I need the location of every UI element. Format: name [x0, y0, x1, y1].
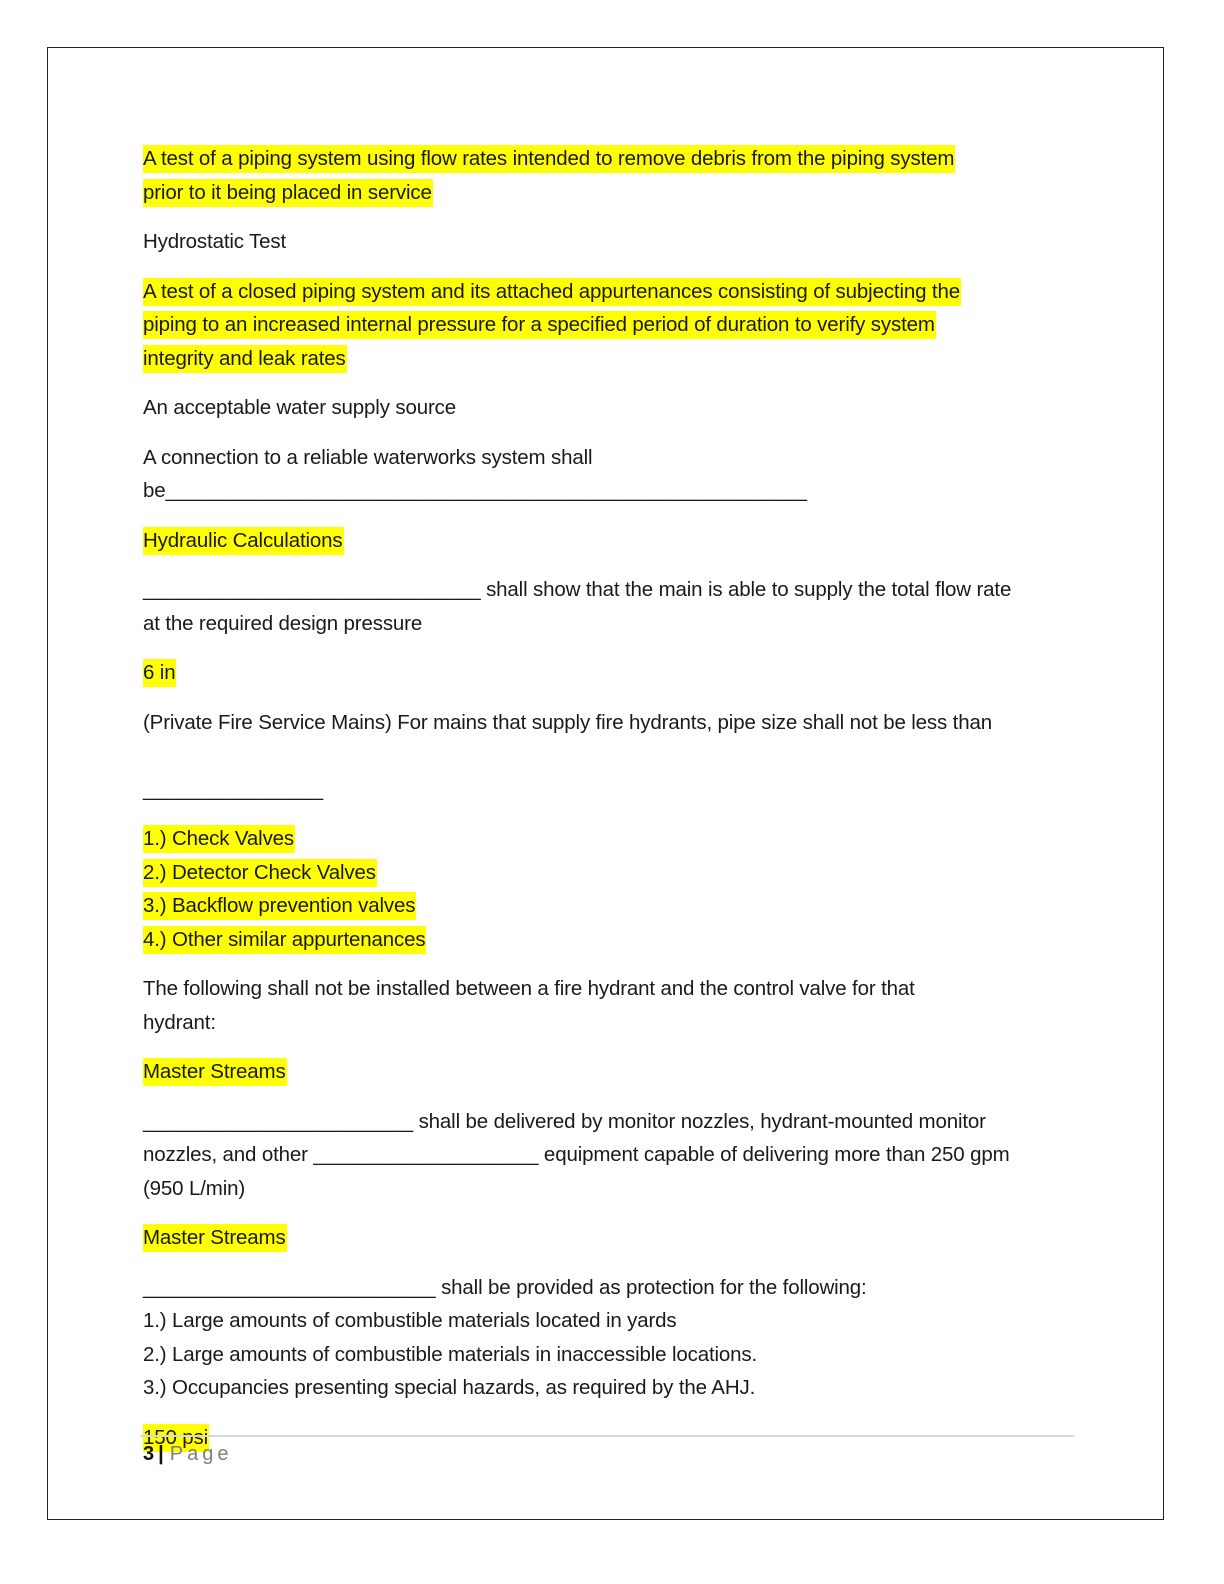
question-text-block	[143, 225, 1073, 259]
text-line-content: 6 in	[143, 659, 176, 687]
text-line	[143, 1055, 1073, 1089]
text-line-content: (950 L/min)	[143, 1176, 246, 1200]
paragraph-spacer	[143, 209, 1073, 225]
paragraph-spacer	[143, 1255, 1073, 1271]
text-line	[143, 1338, 1073, 1372]
paragraph-spacer	[143, 806, 1073, 822]
text-line	[143, 524, 1073, 558]
text-line	[143, 706, 1073, 740]
text-line	[143, 607, 1073, 641]
text-line-content: ______________________________ shall show that the main is able to supply the total flow rate	[143, 578, 1012, 601]
text-line-content: 150 psi	[143, 1424, 209, 1452]
question-text-block	[143, 391, 1073, 425]
paragraph-spacer	[143, 375, 1073, 391]
text-line	[143, 1271, 1073, 1305]
text-line	[143, 1304, 1073, 1338]
text-line	[143, 1105, 1073, 1139]
highlighted-answer-block	[143, 656, 1073, 690]
question-text-block	[143, 573, 1073, 640]
text-line-content: A test of a piping system using flow rates intended to remove debris from the piping system	[143, 145, 955, 173]
text-line	[143, 1006, 1073, 1040]
text-line-content: 3.) Occupancies presenting special hazards, as required by the AHJ.	[143, 1376, 756, 1399]
paragraph-spacer	[143, 508, 1073, 524]
text-line-content: A connection to a reliable waterworks system shall	[143, 445, 593, 469]
footer-divider	[140, 1435, 1074, 1437]
text-line-content: 1.) Large amounts of combustible materials located in yards	[143, 1309, 677, 1332]
text-line	[143, 308, 1073, 342]
text-line	[143, 1221, 1073, 1255]
highlighted-answer-block	[143, 1055, 1073, 1089]
paragraph-spacer	[143, 1405, 1073, 1421]
text-line-content: piping to an increased internal pressure for a specified period of duration to verify system	[143, 311, 936, 339]
paragraph-spacer	[143, 690, 1073, 706]
text-line-content: 1.) Check Valves	[143, 825, 295, 853]
highlighted-answer-block	[143, 275, 1073, 376]
page-number: 3	[143, 1443, 155, 1465]
text-line-content: be_________________________________________________________	[143, 479, 807, 502]
question-text-block	[143, 1271, 1073, 1405]
highlighted-answer-block	[143, 1421, 1073, 1455]
text-line-content: 3.) Backflow prevention valves	[143, 892, 416, 920]
page-footer	[143, 1440, 232, 1468]
text-line-content: A test of a closed piping system and its attached appurtenances consisting of subjecting the	[143, 278, 961, 306]
text-line-content: Hydraulic Calculations	[143, 527, 344, 555]
text-line-content: 4.) Other similar appurtenances	[143, 926, 426, 954]
text-line-content: An acceptable water supply source	[143, 396, 456, 419]
text-line	[143, 773, 1073, 807]
text-line	[143, 441, 1073, 475]
document-body	[143, 142, 1073, 1454]
text-line	[143, 923, 1073, 957]
paragraph-spacer	[143, 1205, 1073, 1221]
paragraph-spacer	[143, 640, 1073, 656]
paragraph-spacer	[143, 425, 1073, 441]
text-line-content: Master Streams	[143, 1058, 287, 1086]
text-line	[143, 739, 1073, 773]
question-text-block	[143, 706, 1073, 807]
text-line	[143, 1138, 1073, 1172]
paragraph-spacer	[143, 1039, 1073, 1055]
text-line	[143, 1172, 1073, 1206]
text-line-content: (Private Fire Service Mains) For mains that supply fire hydrants, pipe size shall not be less than	[143, 710, 992, 734]
text-line	[143, 889, 1073, 923]
question-text-block	[143, 972, 1073, 1039]
text-line-content: hydrant:	[143, 1010, 216, 1034]
text-line	[143, 856, 1073, 890]
text-line	[143, 225, 1073, 259]
text-line	[143, 573, 1073, 607]
text-line-content: The following shall not be installed between a fire hydrant and the control valve for that	[143, 977, 915, 1000]
text-line-content: at the required design pressure	[143, 611, 423, 635]
text-line	[143, 822, 1073, 856]
text-line-content: ________________________ shall be delivered by monitor nozzles, hydrant-mounted monitor	[143, 1109, 986, 1133]
text-line-content: nozzles, and other ____________________ equipment capable of delivering more than 250 gpm	[143, 1143, 1010, 1166]
text-line-content: prior to it being placed in service	[143, 179, 433, 207]
text-line-content: 2.) Detector Check Valves	[143, 859, 377, 887]
highlighted-answer-block	[143, 524, 1073, 558]
text-line	[143, 342, 1073, 376]
text-line	[143, 474, 1073, 508]
footer-separator: |	[158, 1443, 164, 1465]
text-line-content: Master Streams	[143, 1224, 287, 1252]
text-line	[143, 176, 1073, 210]
text-line	[143, 391, 1073, 425]
paragraph-spacer	[143, 557, 1073, 573]
question-text-block	[143, 441, 1073, 508]
question-text-block	[143, 1105, 1073, 1206]
text-line	[143, 1371, 1073, 1405]
text-line-content: integrity and leak rates	[143, 345, 347, 373]
highlighted-answer-block	[143, 1221, 1073, 1255]
text-line	[143, 275, 1073, 309]
text-line-content: Hydrostatic Test	[143, 230, 287, 253]
highlighted-answer-block	[143, 822, 1073, 956]
page-label: Page	[169, 1443, 233, 1465]
text-line	[143, 656, 1073, 690]
text-line-content: __________________________ shall be provided as protection for the following:	[143, 1275, 867, 1299]
paragraph-spacer	[143, 1089, 1073, 1105]
paragraph-spacer	[143, 956, 1073, 972]
highlighted-answer-block	[143, 142, 1073, 209]
text-line-content: ________________	[143, 777, 324, 801]
text-line	[143, 1421, 1073, 1455]
text-line-content: 2.) Large amounts of combustible materials in inaccessible locations.	[143, 1342, 758, 1366]
paragraph-spacer	[143, 259, 1073, 275]
text-line	[143, 142, 1073, 176]
text-line	[143, 972, 1073, 1006]
